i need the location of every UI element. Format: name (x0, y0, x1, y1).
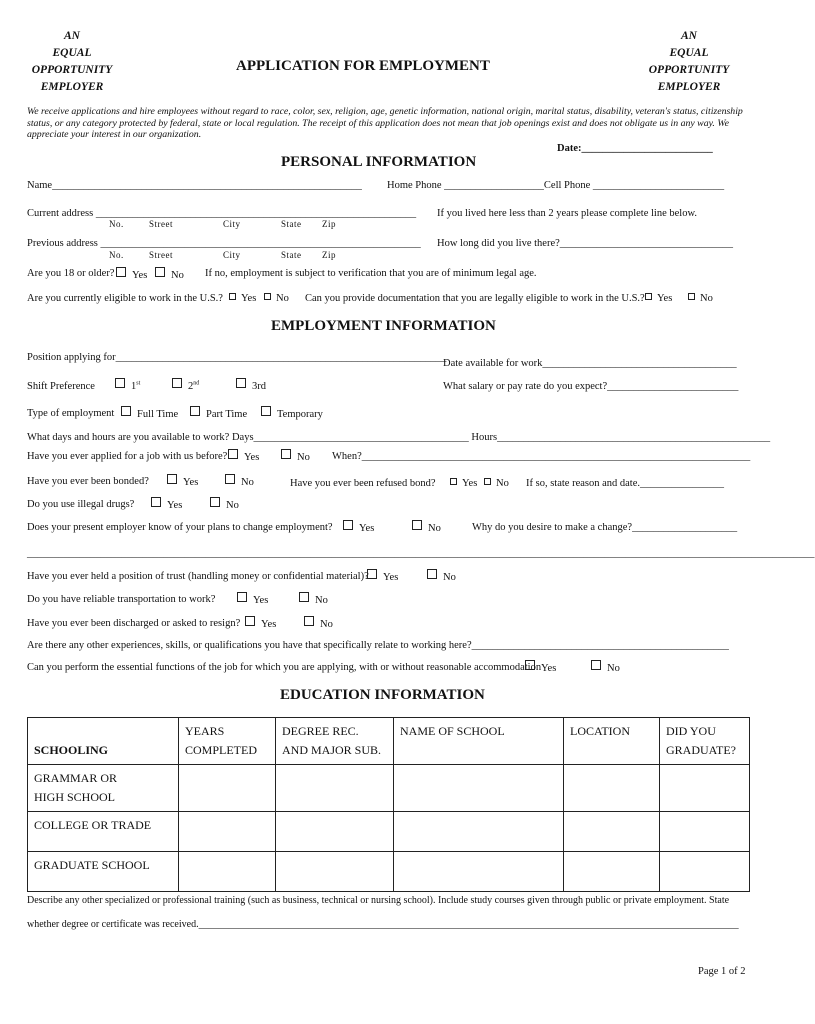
checkbox-icon[interactable] (412, 520, 422, 530)
transport-no[interactable] (299, 592, 328, 606)
drugs-question: Do you use illegal drugs? (27, 499, 135, 510)
addr-label-state: State (281, 219, 302, 229)
bonded-question: Have you ever been bonded? (27, 476, 149, 487)
table-cell[interactable] (660, 852, 750, 892)
checkbox-icon[interactable] (645, 293, 652, 300)
eligible-no[interactable] (264, 293, 289, 304)
phone-fields[interactable]: Home Phone ___________________Cell Phone _________________________ (387, 180, 725, 191)
row-label: COLLEGE OR TRADE (28, 812, 179, 852)
checkbox-icon[interactable] (167, 474, 177, 484)
col-years-line: COMPLETED (185, 743, 257, 757)
page-number: Page 1 of 2 (698, 966, 746, 977)
col-graduate-line: GRADUATE? (666, 743, 736, 757)
checkbox-icon[interactable] (172, 378, 182, 388)
age-note: If no, employment is subject to verification that you are of minimum legal age. (205, 268, 537, 279)
checkbox-icon[interactable] (210, 497, 220, 507)
option-label: No (241, 477, 254, 488)
table-cell[interactable] (564, 852, 660, 892)
shift-3[interactable] (236, 378, 266, 392)
option-label: Yes (462, 478, 478, 489)
training-description: Describe any other specialized or professional training (such as business, technical or nursing school). Include study courses given through public or private employment. State (27, 895, 730, 906)
checkbox-icon[interactable] (151, 497, 161, 507)
checkbox-icon[interactable] (450, 478, 457, 485)
essential-no[interactable] (591, 660, 620, 674)
row-label: GRADUATE SCHOOL (28, 852, 179, 892)
drugs-no[interactable] (210, 497, 239, 511)
checkbox-icon[interactable] (427, 569, 437, 579)
option-label: Yes (167, 500, 183, 511)
days-hours-field[interactable]: What days and hours are you available to work? Days_________________________________________ Hours____________________________________________________ (27, 432, 771, 443)
option-label: Yes (541, 663, 557, 674)
bonded-yes[interactable] (167, 474, 198, 488)
checkbox-icon[interactable] (229, 293, 236, 300)
applied-no[interactable] (281, 449, 310, 463)
addr-label-zip: Zip (322, 219, 336, 229)
table-cell[interactable] (179, 765, 276, 812)
col-graduate (660, 718, 750, 765)
col-graduate-line: DID YOU (666, 724, 716, 738)
option-label: No (320, 619, 333, 630)
option-label: Yes (657, 293, 673, 304)
addr-label-state: State (281, 250, 302, 260)
table-cell[interactable] (179, 852, 276, 892)
col-degree (276, 718, 394, 765)
checkbox-icon[interactable] (115, 378, 125, 388)
checkbox-icon[interactable] (261, 406, 271, 416)
row-label (28, 765, 179, 812)
option-label: No (171, 270, 184, 281)
col-schooling: SCHOOLING (28, 718, 179, 765)
row-label-line: GRAMMAR OR (34, 771, 118, 785)
eoe-line: EQUAL (52, 47, 92, 59)
addr-label-no: No. (109, 250, 124, 260)
option-label: No (276, 293, 289, 304)
option-label: 1 (131, 381, 137, 392)
option-label: No (700, 293, 713, 304)
discharged-no[interactable] (304, 616, 333, 630)
option-label: 2 (188, 381, 194, 392)
col-years (179, 718, 276, 765)
refused-yes[interactable] (450, 478, 477, 489)
bonded-no[interactable] (225, 474, 254, 488)
checkbox-icon[interactable] (591, 660, 601, 670)
applied-yes[interactable] (228, 449, 259, 463)
addr-label-zip: Zip (322, 250, 336, 260)
table-cell[interactable] (394, 765, 564, 812)
type-full-time[interactable] (121, 406, 178, 420)
checkbox-icon[interactable] (155, 267, 165, 277)
option-label: No (496, 478, 509, 489)
document-question: Can you provide documentation that you are legally eligible to work in the U.S.? (305, 293, 645, 304)
option-label: Yes (132, 270, 148, 281)
salary-field[interactable]: What salary or pay rate do you expect?_________________________ (443, 381, 739, 392)
current-address-field[interactable]: Current address _____________________________________________________________ (27, 208, 417, 219)
option-label-sup: st (136, 380, 141, 387)
discharged-question: Have you ever been discharged or asked to resign? (27, 618, 241, 629)
col-degree-line: DEGREE REC. (282, 724, 359, 738)
drugs-yes[interactable] (151, 497, 182, 511)
name-field[interactable]: Name___________________________________________________________ (27, 180, 362, 191)
addr-label-city: City (223, 250, 241, 260)
row-label-line: HIGH SCHOOL (34, 790, 115, 804)
eoe-left (17, 28, 127, 96)
shift-1[interactable] (115, 378, 140, 392)
addr-label-street: Street (149, 219, 173, 229)
employer-know-yes[interactable] (343, 520, 374, 534)
checkbox-icon[interactable] (525, 660, 535, 670)
checkbox-icon[interactable] (225, 474, 235, 484)
checkbox-icon[interactable] (343, 520, 353, 530)
document-no[interactable] (688, 293, 713, 304)
why-change-field[interactable]: Why do you desire to make a change?____________________ (472, 522, 738, 533)
table-row (28, 765, 750, 812)
table-cell[interactable] (179, 812, 276, 852)
table-row (28, 812, 750, 852)
eoe-line: OPPORTUNITY (648, 64, 730, 76)
option-label: No (226, 500, 239, 511)
eoe-line: AN (681, 30, 697, 42)
personal-heading: PERSONAL INFORMATION (281, 154, 477, 170)
employer-know-no[interactable] (412, 520, 441, 534)
blank-line-field[interactable]: ______________________________________________________________________________________________________________________________________________________ (27, 548, 815, 559)
checkbox-icon[interactable] (264, 293, 271, 300)
checkbox-icon[interactable] (236, 378, 246, 388)
refused-question: Have you ever been refused bond? (290, 478, 436, 489)
checkbox-icon[interactable] (237, 592, 247, 602)
option-label: No (607, 663, 620, 674)
option-label: Part Time (206, 409, 248, 420)
checkbox-icon[interactable] (190, 406, 200, 416)
essential-question: Can you perform the essential functions of the job for which you are applying, with or without reasonable accommodation (27, 662, 542, 673)
option-label: Yes (183, 477, 199, 488)
col-school: NAME OF SCHOOL (394, 718, 564, 765)
employment-heading: EMPLOYMENT INFORMATION (271, 318, 496, 334)
table-cell[interactable] (564, 765, 660, 812)
applied-when-field[interactable]: When?__________________________________________________________________________ (332, 451, 751, 462)
option-label: No (297, 452, 310, 463)
transport-yes[interactable] (237, 592, 268, 606)
option-label: Yes (383, 572, 399, 583)
date-field[interactable]: Date:_________________________ (557, 143, 713, 154)
eoe-line: EMPLOYER (40, 81, 104, 93)
shift-label: Shift Preference (27, 381, 95, 392)
option-label: No (428, 523, 441, 534)
table-cell[interactable] (660, 765, 750, 812)
eoe-line: AN (64, 30, 80, 42)
education-heading: EDUCATION INFORMATION (280, 687, 485, 703)
addr-label-city: City (223, 219, 241, 229)
option-label-sup: nd (193, 380, 200, 387)
checkbox-icon[interactable] (281, 449, 291, 459)
employer-know-question: Does your present employer know of your plans to change employment? (27, 522, 333, 533)
col-degree-line: AND MAJOR SUB. (282, 743, 382, 757)
trust-no[interactable] (427, 569, 456, 583)
table-header-row (28, 718, 750, 765)
option-label: 3rd (252, 381, 266, 392)
table-cell[interactable] (276, 812, 394, 852)
table-cell[interactable] (394, 852, 564, 892)
shift-2[interactable] (172, 378, 199, 392)
checkbox-icon[interactable] (121, 406, 131, 416)
checkbox-icon[interactable] (245, 616, 255, 626)
trust-yes[interactable] (367, 569, 398, 583)
table-cell[interactable] (276, 852, 394, 892)
previous-address-field[interactable]: Previous address _____________________________________________________________ (27, 238, 421, 249)
table-cell[interactable] (564, 812, 660, 852)
checkbox-icon[interactable] (116, 267, 126, 277)
intro-text: We receive applications and hire employees without regard to race, color, sex, religion, age, genetic information, national origin, marital status, disability, veteran's status, citizenship status, or any category protected by federal, state or local regulation. The receipt of this application does not mean that job openings exist and does not obligate us in any way. We appreciate your interest in our organization. (27, 106, 743, 140)
how-long-field[interactable]: How long did you live there?_________________________________ (437, 238, 734, 249)
addr-label-street: Street (149, 250, 173, 260)
essential-yes[interactable] (525, 660, 556, 674)
document-yes[interactable] (645, 293, 672, 304)
education-table (27, 717, 750, 892)
checkbox-icon[interactable] (299, 592, 309, 602)
option-label: Yes (244, 452, 260, 463)
eligible-yes[interactable] (229, 293, 256, 304)
table-cell[interactable] (394, 812, 564, 852)
lived-less-note: If you lived here less than 2 years please complete line below. (437, 208, 697, 219)
type-part-time[interactable] (190, 406, 247, 420)
option-label: Yes (253, 595, 269, 606)
age-no[interactable] (155, 267, 184, 281)
training-field[interactable]: whether degree or certificate was received.____________________________________________________________________________________________________________ (27, 919, 739, 930)
type-label: Type of employment (27, 408, 115, 419)
refused-reason-field[interactable]: If so, state reason and date.________________ (526, 478, 724, 489)
discharged-yes[interactable] (245, 616, 276, 630)
option-label: No (315, 595, 328, 606)
eoe-right (634, 28, 744, 96)
position-field[interactable]: Position applying for_______________________________________________________________ (27, 352, 447, 363)
checkbox-icon[interactable] (484, 478, 491, 485)
page-title: APPLICATION FOR EMPLOYMENT (236, 58, 490, 74)
refused-no[interactable] (484, 478, 509, 489)
table-cell[interactable] (276, 765, 394, 812)
eoe-line: EQUAL (669, 47, 709, 59)
option-label: Yes (241, 293, 257, 304)
trust-question: Have you ever held a position of trust (handling money or confidential material)? (27, 571, 369, 582)
experiences-field[interactable]: Are there any other experiences, skills, or qualifications you have that specifically relate to working here?_________________________________________________ (27, 640, 729, 651)
transport-question: Do you have reliable transportation to work? (27, 594, 216, 605)
col-years-line: YEARS (185, 724, 225, 738)
table-row (28, 852, 750, 892)
checkbox-icon[interactable] (228, 449, 238, 459)
age-question: Are you 18 or older? (27, 268, 115, 279)
date-available-field[interactable]: Date available for work_____________________________________ (443, 358, 737, 369)
checkbox-icon[interactable] (367, 569, 377, 579)
option-label: Temporary (277, 409, 323, 420)
eoe-line: EMPLOYER (657, 81, 721, 93)
table-cell[interactable] (660, 812, 750, 852)
addr-label-no: No. (109, 219, 124, 229)
eligible-question: Are you currently eligible to work in the U.S.? (27, 293, 223, 304)
applied-question: Have you ever applied for a job with us before? (27, 451, 228, 462)
option-label: Full Time (137, 409, 179, 420)
checkbox-icon[interactable] (688, 293, 695, 300)
checkbox-icon[interactable] (304, 616, 314, 626)
option-label: Yes (261, 619, 277, 630)
option-label: No (443, 572, 456, 583)
age-yes[interactable] (116, 267, 147, 281)
eoe-line: OPPORTUNITY (31, 64, 113, 76)
option-label: Yes (359, 523, 375, 534)
col-location: LOCATION (564, 718, 660, 765)
type-temporary[interactable] (261, 406, 323, 420)
